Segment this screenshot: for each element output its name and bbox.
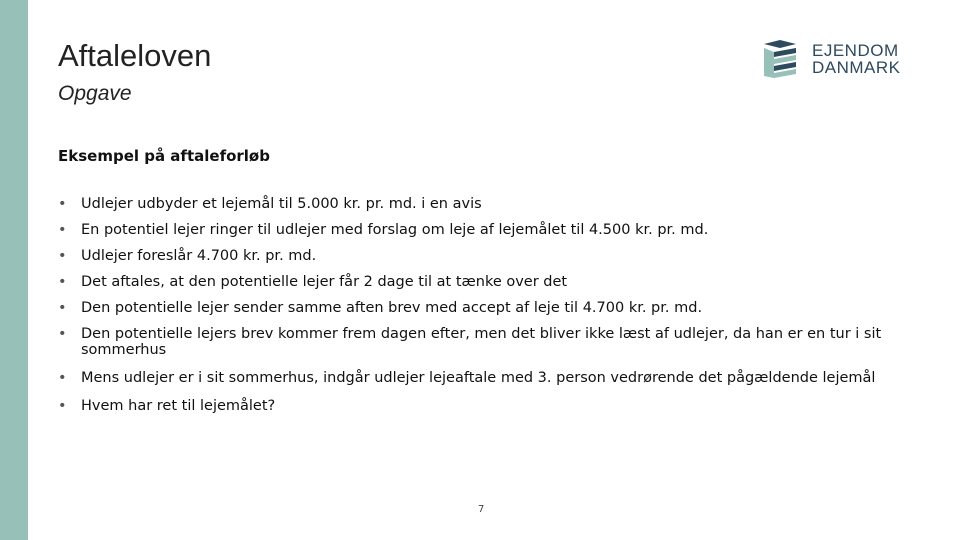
list-item-text: Udlejer udbyder et lejemål til 5.000 kr. pr. md. i en avis	[81, 196, 482, 212]
list-item-text: Mens udlejer er i sit sommerhus, indgår udlejer lejeaftale med 3. person vedrørende det pågældende lejemål	[81, 370, 876, 386]
slide-subtitle: Opgave	[58, 82, 132, 105]
section-heading: Eksempel på aftaleforløb	[58, 147, 270, 165]
list-item: • Det aftales, at den potentielle lejer får 2 dage til at tænke over det	[58, 274, 568, 290]
list-item-text: Den potentielle lejer sender samme aften brev med accept af leje til 4.700 kr. pr. md.	[81, 300, 703, 316]
logo-line2: DANMARK	[812, 58, 901, 77]
list-item-text: Den potentielle lejers brev kommer frem dagen efter, men det bliver ikke læst af udlejer, da han er en tur i sit sommerhus	[81, 326, 882, 358]
list-item: • Den potentielle lejers brev kommer frem dagen efter, men det bliver ikke læst af udlejer, da han er en tur i sit sommerhus	[58, 326, 882, 358]
logo-mark-icon	[760, 40, 800, 78]
list-item: • Hvem har ret til lejemålet?	[58, 398, 276, 414]
list-item-text: Det aftales, at den potentielle lejer får 2 dage til at tænke over det	[81, 274, 568, 290]
list-item: • Udlejer foreslår 4.700 kr. pr. md.	[58, 248, 317, 264]
list-item-text: Hvem har ret til lejemålet?	[81, 398, 276, 414]
list-item-text: Udlejer foreslår 4.700 kr. pr. md.	[81, 248, 317, 264]
list-item-text: En potentiel lejer ringer til udlejer med forslag om leje af lejemålet til 4.500 kr. pr. md.	[81, 222, 709, 238]
ejendom-danmark-logo	[760, 40, 901, 78]
list-item: • Mens udlejer er i sit sommerhus, indgår udlejer lejeaftale med 3. person vedrørende det pågældende lejemål	[58, 370, 876, 386]
slide-title: Aftaleloven	[58, 38, 212, 73]
side-accent-bar	[0, 0, 28, 540]
list-item: • En potentiel lejer ringer til udlejer med forslag om leje af lejemålet til 4.500 kr. pr. md.	[58, 222, 709, 238]
bullet-list	[58, 196, 888, 424]
list-item: • Den potentielle lejer sender samme aften brev med accept af leje til 4.700 kr. pr. md.	[58, 300, 703, 316]
logo-line1: EJENDOM	[812, 41, 899, 60]
page-number: 7	[478, 504, 485, 515]
list-item: • Udlejer udbyder et lejemål til 5.000 kr. pr. md. i en avis	[58, 196, 482, 212]
